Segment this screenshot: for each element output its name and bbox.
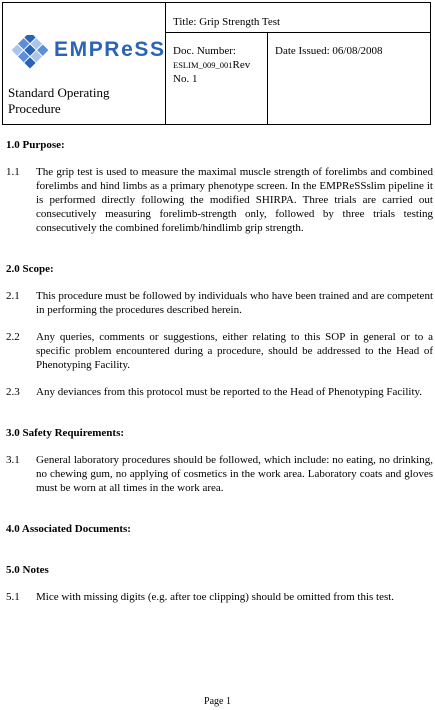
doc-number-label: Doc. Number: [173,45,236,57]
doc-revision-number: No. 1 [173,73,198,85]
clause-text: Any queries, comments or suggestions, either relating to this SOP in general or to a specific problem encountered during a procedure, should be addressed to the Head of Phenotyping Facility. [36,331,433,371]
clause-3-1 [6,453,433,495]
clause-number: 2.2 [6,331,20,343]
clause-text: The grip test is used to measure the maximal muscle strength of forelimbs and combined forelimbs and hind limbs as a primary phenotype screen. In the EMPReSSslim pipeline it is performed directly following the modified SHIRPA. Three trials are carried out consecutively measuring forelimb-strength only, followed by three trials testing consecutively the combined forelimb/hindlimb grip strength. [36,166,433,234]
date-issued: Date Issued: 06/08/2008 [275,45,383,57]
section-heading: 5.0 Notes [6,564,49,576]
document-title: Title: Grip Strength Test [173,16,281,28]
clause-number: 1.1 [6,166,20,178]
clause-text: Any deviances from this protocol must be reported to the Head of Phenotyping Facility. [36,386,423,398]
sop-title: Standard Operating Procedure [8,85,110,116]
doc-number-code: ESLIM_009_001 [173,60,233,70]
clause-number: 3.1 [6,454,20,466]
clause-2-2 [6,330,433,372]
header-logo-cell [3,3,166,124]
clause-text: This procedure must be followed by individuals who have been trained and are competent in performing the procedures described herein. [36,290,433,316]
section-heading: 3.0 Safety Requirements: [6,427,125,439]
header-title-cell [165,3,430,33]
doc-number-value [173,59,250,71]
document-body [6,138,433,604]
clause-text: Mice with missing digits (e.g. after toe clipping) should be omitted from this test. [36,591,395,603]
empress-logo [9,35,166,71]
empress-logo-mark-icon [9,35,51,71]
clause-number: 5.1 [6,591,20,603]
section-heading: 4.0 Associated Documents: [6,523,131,535]
clause-2-1 [6,289,433,317]
section-heading: 2.0 Scope: [6,263,54,275]
doc-number-rev: Rev [232,59,251,71]
clause-5-1 [6,590,433,604]
clause-number: 2.3 [6,386,20,398]
clause-number: 2.1 [6,290,20,302]
clause-text: General laboratory procedures should be followed, which include: no eating, no drinking, no chewing gum, no applying of cosmetics in the work area. Laboratory coats and gloves must be worn at all times in the work area. [36,454,433,494]
logo-wordmark: EMPReSS [54,38,166,61]
page-number: Page 1 [204,696,231,707]
document-header [2,2,431,125]
header-doc-number-cell [165,33,268,124]
clause-2-3 [6,385,433,399]
clause-1-1 [6,165,433,235]
section-heading: 1.0 Purpose: [6,139,65,151]
